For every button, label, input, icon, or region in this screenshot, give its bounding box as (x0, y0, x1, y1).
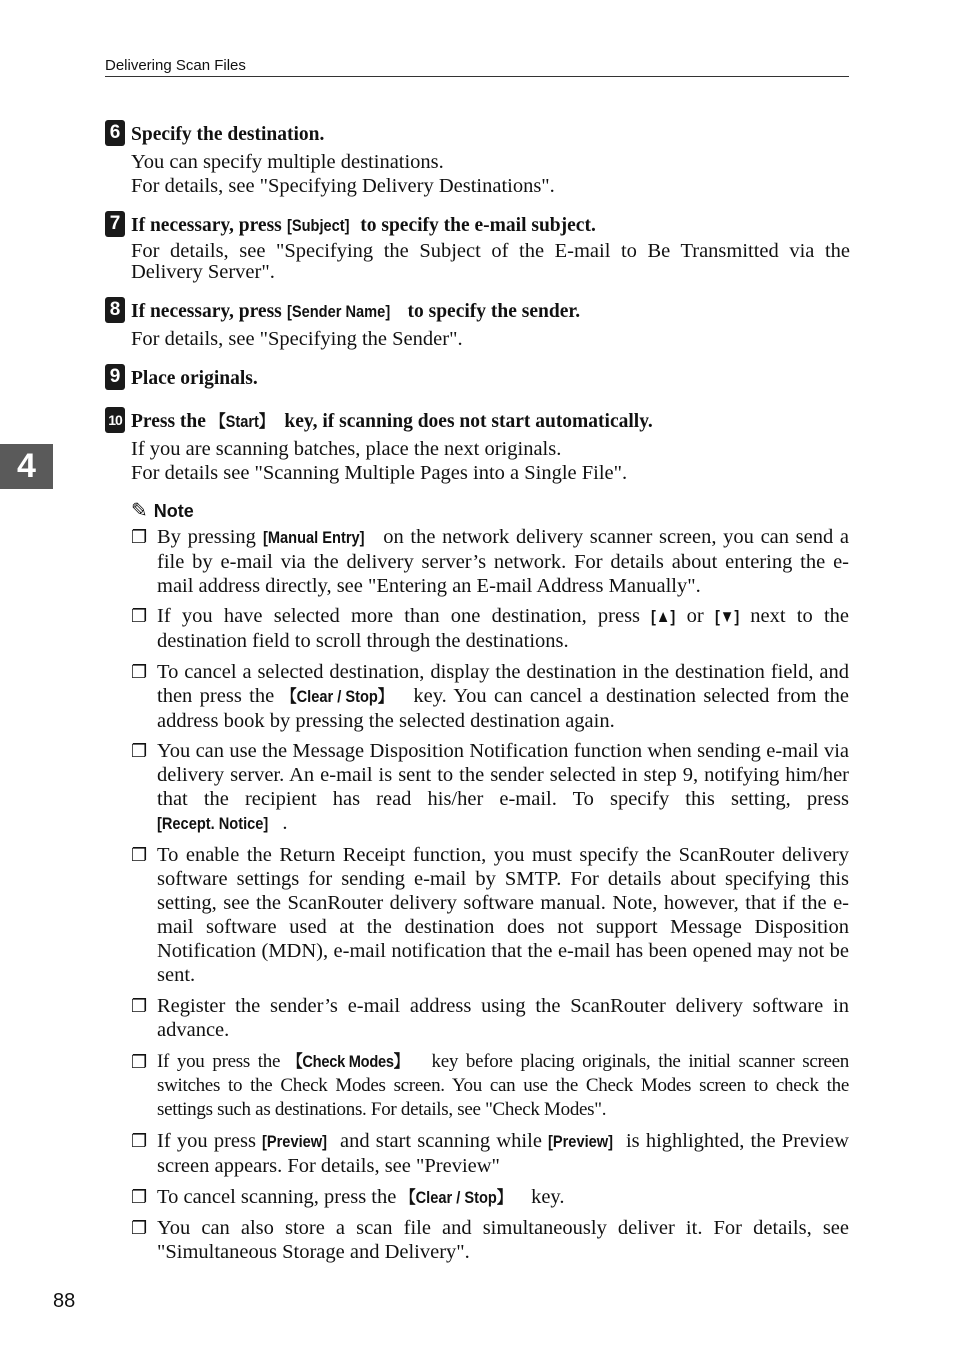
note-item (131, 604, 849, 653)
subject-key: [Subject] (286, 216, 350, 235)
clear-stop-key: 【Clear / Stop】 (281, 687, 393, 706)
title-text: If necessary, press (131, 215, 287, 236)
note-item (131, 739, 849, 836)
note-item (131, 1185, 849, 1210)
note-text (157, 1129, 849, 1178)
note-item (131, 1216, 849, 1264)
note-text: To enable the Return Receipt function, you must specify the ScanRouter delivery software settings for sending e-mail by SMTP. For details about specifying this setting, see the ScanRouter delivery software manual. Note, however, that if the e-mail software used at the destination does not support Message Disposition Notification (MDN), e-mail notification that the e-mail has been opened may not be sent. (157, 844, 849, 986)
down-arrow-key: [▼] (714, 607, 740, 626)
text: next to the destination field to scroll through the destinations. (157, 605, 850, 652)
note-text (157, 525, 849, 598)
step-number: 7 (105, 211, 125, 237)
text: You can use the Message Disposition Notification function when sending e-mail via delivery server. An e-mail is sent to the sender selected in step 9, notifying him/her that the recipient has read his/her e-mail. To specify this setting, press (157, 740, 849, 810)
note-heading-label: Note (153, 501, 194, 521)
step-body-line: You can specify multiple destinations. (131, 151, 444, 173)
text: By pressing (157, 526, 263, 548)
step-8 (105, 301, 850, 351)
text: is highlighted, the Preview screen appears. For details, see "Preview" (157, 1130, 849, 1177)
text: To cancel scanning, press the (157, 1186, 402, 1208)
step-number: 8 (105, 297, 125, 323)
checkbox-bullet-icon: ❐ (131, 1131, 148, 1151)
preview-key: [Preview] (262, 1132, 328, 1151)
checkbox-bullet-icon: ❐ (131, 606, 148, 626)
up-arrow-key: [▲] (651, 607, 676, 626)
step-9 (105, 368, 850, 390)
note-item (131, 843, 849, 987)
text: key before placing originals, the initial scanner screen switches to the Check Modes screen. You can use the Check Modes screen to check the settings such as destinations. For details, see "Check Modes". (157, 1051, 849, 1120)
clear-stop-key: 【Clear / Stop】 (401, 1188, 512, 1207)
checkbox-bullet-icon: ❐ (131, 1218, 148, 1238)
title-text: Press the (131, 411, 211, 432)
note-text (157, 1185, 849, 1210)
step-6 (105, 124, 850, 198)
title-text: If necessary, press (131, 301, 287, 322)
step-body (131, 150, 850, 198)
note-text (157, 604, 849, 653)
note-item (131, 994, 849, 1042)
title-text: to specify the e-mail subject. (355, 215, 596, 236)
step-body: For details, see "Specifying the Sender". (131, 328, 463, 350)
text: on the network delivery scanner screen, you can send a file by e-mail via the delivery server’s network. For details about entering the e-mail address directly, see "Entering an E-mail Address Manually". (157, 526, 849, 597)
note-text: You can also store a scan file and simultaneously deliver it. For details, see "Simultaneous Storage and Delivery". (157, 1217, 849, 1263)
note-item (131, 1050, 849, 1122)
note-heading (131, 498, 194, 523)
checkbox-bullet-icon: ❐ (131, 527, 148, 547)
checkbox-bullet-icon: ❐ (131, 996, 148, 1016)
checkbox-bullet-icon: ❐ (131, 1187, 148, 1207)
step-10 (105, 411, 850, 485)
step-body (131, 437, 850, 485)
step-body-line: For details see "Scanning Multiple Pages into a Single File". (131, 462, 628, 484)
pencil-icon: ✎ (131, 500, 148, 522)
text: If you press the (157, 1051, 288, 1072)
start-key: 【Start】 (210, 412, 274, 431)
title-text: to specify the sender. (402, 301, 581, 322)
preview-key: [Preview] (548, 1132, 614, 1151)
note-text: Register the sender’s e-mail address using the ScanRouter delivery software in advance. (157, 995, 849, 1041)
note-text (157, 739, 849, 836)
page-number: 88 (53, 1290, 76, 1312)
checkbox-bullet-icon: ❐ (131, 741, 148, 761)
note-item (131, 525, 849, 598)
chapter-tab: 4 (0, 444, 53, 489)
step-body-line: For details, see "Specifying Delivery Destinations". (131, 175, 555, 197)
step-title: Specify the destination. (131, 124, 325, 145)
checkbox-bullet-icon: ❐ (131, 1052, 148, 1072)
sender-name-key: [Sender Name] (286, 302, 390, 321)
text: To cancel a selected destination, display the destination in the destination field, and then press the (157, 661, 849, 707)
step-title (131, 215, 850, 237)
step-body: For details, see "Specifying the Subject of the E-mail to Be Transmitted via the Delivery Server". (131, 240, 850, 283)
text: key. (525, 1186, 565, 1208)
step-7 (105, 215, 850, 283)
note-item (131, 660, 849, 733)
recept-notice-key: [Recept. Notice] (157, 814, 269, 833)
manual-entry-key: [Manual Entry] (262, 528, 365, 547)
text: or (675, 605, 715, 627)
text: and start scanning while (333, 1130, 549, 1152)
note-text (157, 1050, 849, 1122)
text: key. You can cancel a destination selected from the address book by pressing the selected destination again. (157, 685, 849, 732)
step-title (131, 301, 850, 323)
checkbox-bullet-icon: ❐ (131, 845, 148, 865)
step-title (131, 411, 850, 433)
check-modes-key: 【Check Modes】 (287, 1052, 409, 1071)
step-number: 10 (105, 407, 125, 433)
running-header: Delivering Scan Files (105, 57, 849, 77)
text: If you press (157, 1130, 263, 1152)
step-body-line: If you are scanning batches, place the next originals. (131, 438, 562, 460)
step-title: Place originals. (131, 368, 258, 389)
step-number: 9 (105, 364, 125, 390)
text: If you have selected more than one destination, press (157, 605, 652, 627)
text: . (282, 812, 288, 834)
step-number: 6 (105, 120, 125, 146)
title-text: key, if scanning does not start automatically. (279, 411, 653, 432)
note-text (157, 660, 849, 733)
note-item (131, 1129, 849, 1178)
checkbox-bullet-icon: ❐ (131, 662, 148, 682)
